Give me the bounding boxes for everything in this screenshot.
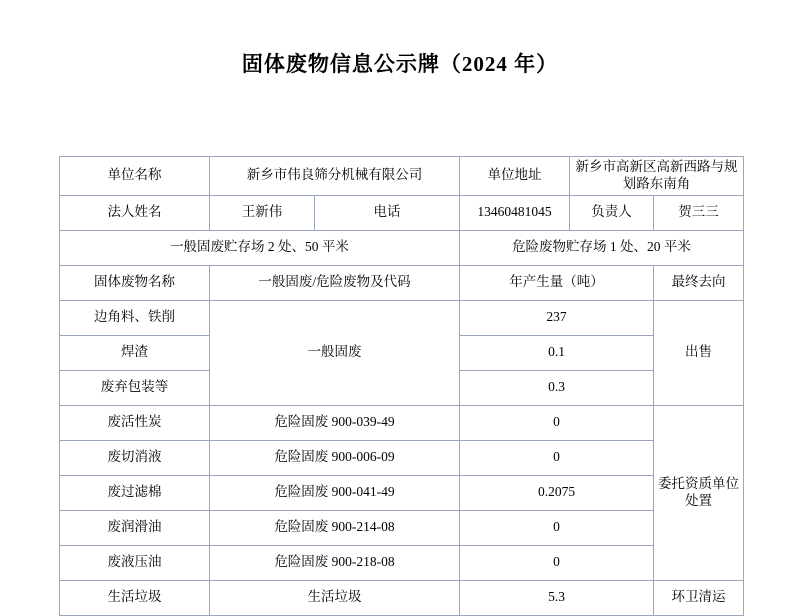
waste-name: 废活性炭 — [60, 405, 210, 440]
waste-destination: 出售 — [654, 300, 744, 405]
waste-name: 废润滑油 — [60, 510, 210, 545]
table-row — [60, 475, 744, 510]
waste-disclosure-table-wrapper — [59, 156, 743, 616]
waste-name: 边角料、铁削 — [60, 300, 210, 335]
legal-phone-value: 13460481045 — [460, 195, 570, 230]
legal-phone-label: 电话 — [315, 195, 460, 230]
table-row-unit — [60, 157, 744, 196]
page-title: 固体废物信息公示牌（2024 年） — [241, 52, 559, 76]
table-row — [60, 510, 744, 545]
header-amount: 年产生量（吨） — [460, 265, 654, 300]
waste-name: 废切消液 — [60, 440, 210, 475]
waste-amount: 0 — [460, 510, 654, 545]
hazard-storage-value: 危险废物贮存场 1 处、20 平米 — [460, 230, 744, 265]
waste-category: 危险固废 900-006-09 — [210, 440, 460, 475]
unit-name-value: 新乡市伟良筛分机械有限公司 — [210, 157, 460, 196]
waste-amount: 237 — [460, 300, 654, 335]
unit-address-label: 单位地址 — [460, 157, 570, 196]
table-row — [60, 545, 744, 580]
manager-value: 贺三三 — [654, 195, 744, 230]
legal-person-value: 王新伟 — [210, 195, 315, 230]
waste-amount: 5.3 — [460, 580, 654, 615]
waste-category: 危险固废 900-214-08 — [210, 510, 460, 545]
table-row — [60, 580, 744, 615]
manager-label: 负责人 — [570, 195, 654, 230]
legal-person-label: 法人姓名 — [60, 195, 210, 230]
header-waste-name: 固体废物名称 — [60, 265, 210, 300]
waste-category: 生活垃圾 — [210, 580, 460, 615]
waste-name: 废弃包装等 — [60, 370, 210, 405]
table-row — [60, 300, 744, 335]
table-row — [60, 405, 744, 440]
waste-destination: 环卫清运 — [654, 580, 744, 615]
waste-destination: 委托资质单位处置 — [654, 405, 744, 580]
waste-name: 焊渣 — [60, 335, 210, 370]
general-storage-value: 一般固废贮存场 2 处、50 平米 — [60, 230, 460, 265]
waste-amount: 0 — [460, 405, 654, 440]
table-row-storage — [60, 230, 744, 265]
table-row-contacts — [60, 195, 744, 230]
waste-category: 一般固废 — [210, 300, 460, 405]
waste-amount: 0 — [460, 440, 654, 475]
header-category: 一般固废/危险废物及代码 — [210, 265, 460, 300]
waste-disclosure-table — [59, 156, 744, 616]
waste-amount: 0.3 — [460, 370, 654, 405]
document-page — [0, 48, 800, 607]
unit-address-value: 新乡市高新区高新西路与规划路东南角 — [570, 157, 744, 196]
waste-amount: 0 — [460, 545, 654, 580]
unit-name-label: 单位名称 — [60, 157, 210, 196]
waste-amount: 0.2075 — [460, 475, 654, 510]
header-destination: 最终去向 — [654, 265, 744, 300]
waste-category: 危险固废 900-041-49 — [210, 475, 460, 510]
waste-name: 废液压油 — [60, 545, 210, 580]
waste-category: 危险固废 900-218-08 — [210, 545, 460, 580]
waste-name: 废过滤棉 — [60, 475, 210, 510]
waste-category: 危险固废 900-039-49 — [210, 405, 460, 440]
table-header-row — [60, 265, 744, 300]
waste-amount: 0.1 — [460, 335, 654, 370]
table-row — [60, 440, 744, 475]
waste-name: 生活垃圾 — [60, 580, 210, 615]
